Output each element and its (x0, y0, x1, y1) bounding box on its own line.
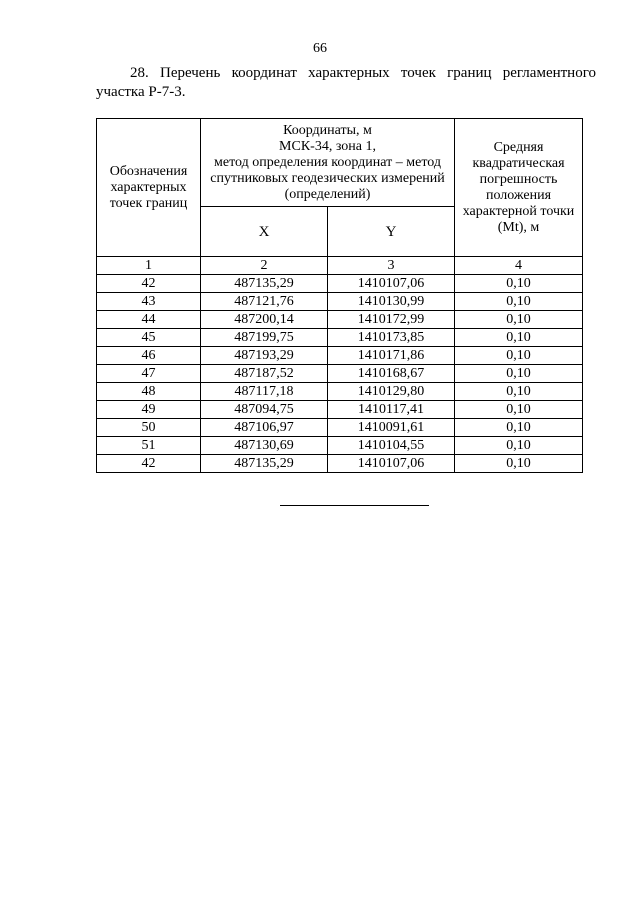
mt-cell: 0,10 (455, 311, 583, 329)
header-line: Обозначения (109, 163, 188, 179)
point-cell: 49 (97, 401, 201, 419)
table-row (97, 401, 583, 419)
header-line: Координаты, м (283, 122, 372, 138)
y-cell: 1410168,67 (328, 365, 455, 383)
point-cell: 46 (97, 347, 201, 365)
x-cell: 487193,29 (201, 347, 328, 365)
header-line: спутниковых геодезических измерений (210, 170, 445, 186)
table-row (97, 275, 583, 293)
table-row (97, 437, 583, 455)
y-cell: 1410172,99 (328, 311, 455, 329)
x-cell: 487094,75 (201, 401, 328, 419)
header-line: метод определения координат – метод (214, 154, 441, 170)
y-cell: 1410130,99 (328, 293, 455, 311)
mt-cell: 0,10 (455, 329, 583, 347)
point-cell: 47 (97, 365, 201, 383)
x-cell: 487135,29 (201, 275, 328, 293)
y-cell: 1410091,61 (328, 419, 455, 437)
y-cell: 1410173,85 (328, 329, 455, 347)
heading-line-1: 28. Перечень координат характерных точек границ регламентного (130, 65, 596, 81)
point-cell: 45 (97, 329, 201, 347)
page-number: 66 (313, 41, 327, 56)
mt-cell: 0,10 (455, 293, 583, 311)
y-cell: 1410171,86 (328, 347, 455, 365)
y-cell: 1410107,06 (328, 275, 455, 293)
point-designation-header (97, 119, 201, 257)
point-cell: 43 (97, 293, 201, 311)
x-column-header: X (201, 207, 328, 257)
point-cell: 51 (97, 437, 201, 455)
point-cell: 42 (97, 455, 201, 473)
point-cell: 48 (97, 383, 201, 401)
column-number-row (97, 257, 583, 275)
x-cell: 487200,14 (201, 311, 328, 329)
column-number: 3 (328, 257, 455, 275)
point-cell: 50 (97, 419, 201, 437)
y-cell: 1410104,55 (328, 437, 455, 455)
x-cell: 487187,52 (201, 365, 328, 383)
x-cell: 487121,76 (201, 293, 328, 311)
section-heading (96, 64, 596, 102)
point-cell: 44 (97, 311, 201, 329)
x-cell: 487117,18 (201, 383, 328, 401)
mt-cell: 0,10 (455, 365, 583, 383)
table-row (97, 293, 583, 311)
mt-cell: 0,10 (455, 419, 583, 437)
header-line: (определений) (284, 186, 371, 202)
y-cell: 1410129,80 (328, 383, 455, 401)
coordinates-header (201, 119, 455, 207)
mt-cell: 0,10 (455, 275, 583, 293)
header-line: погрешность (479, 171, 558, 187)
x-cell: 487130,69 (201, 437, 328, 455)
mt-cell: 0,10 (455, 347, 583, 365)
column-number: 1 (97, 257, 201, 275)
header-line: Средняя (493, 139, 544, 155)
table-row (97, 383, 583, 401)
end-rule (280, 505, 429, 506)
header-line: положения (485, 187, 552, 203)
header-line: МСК-34, зона 1, (279, 138, 376, 154)
x-cell: 487106,97 (201, 419, 328, 437)
column-number: 4 (455, 257, 583, 275)
mt-cell: 0,10 (455, 455, 583, 473)
y-cell: 1410107,06 (328, 455, 455, 473)
point-cell: 42 (97, 275, 201, 293)
header-line: (Mt), м (497, 219, 540, 235)
table-row (97, 329, 583, 347)
y-column-header: Y (328, 207, 455, 257)
column-number: 2 (201, 257, 328, 275)
table-row (97, 311, 583, 329)
heading-line-2: участка Р-7-3. (96, 84, 186, 100)
table-row (97, 347, 583, 365)
mean-square-error-header (455, 119, 583, 257)
header-line: характерных (110, 179, 187, 195)
x-cell: 487199,75 (201, 329, 328, 347)
header-line: точек границ (109, 195, 188, 211)
mt-cell: 0,10 (455, 437, 583, 455)
x-cell: 487135,29 (201, 455, 328, 473)
y-cell: 1410117,41 (328, 401, 455, 419)
mt-cell: 0,10 (455, 383, 583, 401)
table-row (97, 419, 583, 437)
coordinates-table (96, 118, 583, 473)
table-row (97, 455, 583, 473)
table-row (97, 365, 583, 383)
header-line: характерной точки (462, 203, 575, 219)
mt-cell: 0,10 (455, 401, 583, 419)
header-line: квадратическая (472, 155, 565, 171)
table-body (97, 275, 583, 473)
